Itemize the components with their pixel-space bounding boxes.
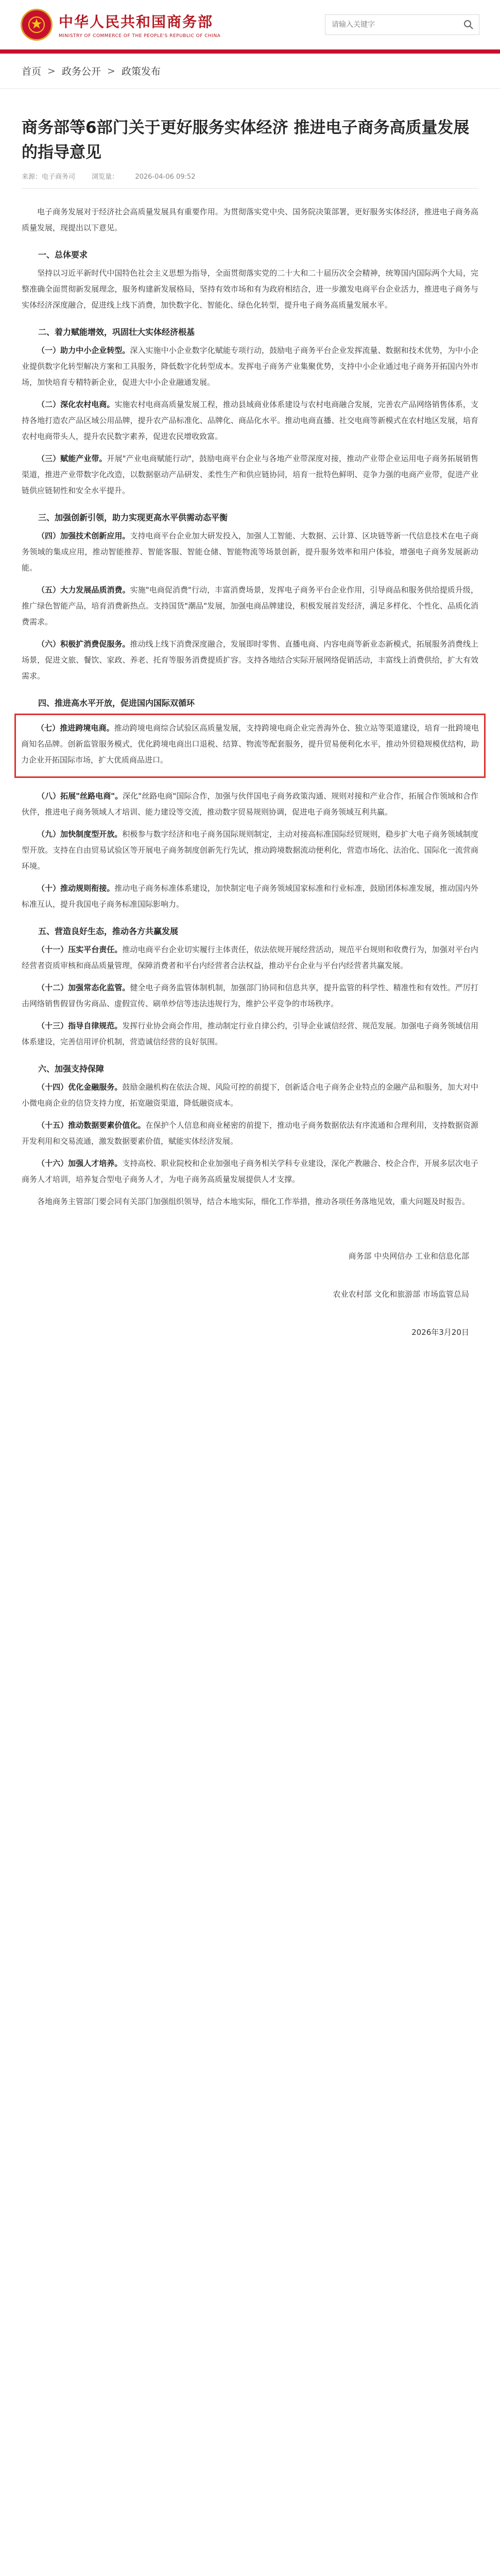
article-views: 浏览量： [92, 173, 119, 181]
item-text: 深化"丝路电商"国际合作，加强与伙伴国电子商务政策沟通、规则对接和产业合作，拓展合作领域和合作伙伴，推进电子商务领域人才培训、能力建设等交流，推动数字贸易规则协调，促进电子商务领域互利共赢。 [22, 791, 478, 817]
breadcrumb-subsection[interactable]: 政策发布 [121, 66, 161, 77]
article-meta [22, 171, 478, 189]
item-lead: （四）加强技术创新应用。 [37, 531, 130, 540]
item-lead: （十五）推动数据要素价值化。 [37, 1121, 146, 1130]
intro-paragraph: 电子商务发展对于经济社会高质量发展具有重要作用。为贯彻落实党中央、国务院决策部署，更好服务实体经济，推进电子商务高质量发展，现提出以下意见。 [22, 207, 478, 232]
signature-line: 商务部 中央网信办 工业和信息化部 [348, 1251, 469, 1261]
signature-block [22, 1246, 478, 1343]
article-source: 来源：电子商务司 [22, 173, 76, 181]
article-date: 2026-04-06 09:52 [135, 173, 196, 181]
paragraph [22, 343, 478, 391]
item-lead: （十）推动规则衔接。 [37, 884, 115, 893]
item-lead: （十四）优化金融服务。 [37, 1082, 123, 1092]
item-text: 支持电商平台企业加大研发投入，加强人工智能、大数据、云计算、区块链等新一代信息技术在电子商务领域的集成应用，推动智能推荐、智能客服、智能仓储、智能物流等场景创新，提升服务效率和用户体验，增强电子商务发展新动能。 [22, 531, 478, 572]
search-icon [463, 20, 474, 30]
item-text: 深入实施中小企业数字化赋能专项行动，鼓励电子商务平台企业发挥流量、数据和技术优势，为中小企业提供数字化转型解决方案和工具服务，降低数字化转型成本。发挥电子商务产业集聚优势，支持中小企业通过电子商务开拓国内外市场，加快培育专精特新企业，促进大中小企业融通发展。 [22, 346, 478, 387]
paragraph [22, 1156, 478, 1188]
item-lead: （十六）加强人才培养。 [37, 1159, 123, 1168]
paragraph [22, 880, 478, 912]
item-text: 推动电商平台企业切实履行主体责任，依法依规开展经营活动，规范平台规则和收费行为，加强对平台内经营者资质审核和商品质量管理，保障消费者和平台内经营者合法权益，推动平台企业与平台内经营者共赢发展。 [22, 945, 478, 970]
item-lead: （五）大力发展品质消费。 [37, 585, 130, 595]
item-lead: （十二）加强常态化监管。 [37, 983, 130, 992]
item-lead: （七）推进跨境电商。 [37, 723, 114, 733]
paragraph [22, 636, 478, 684]
site-header [0, 0, 500, 49]
item-text: 实施农村电商高质量发展工程，推动县域商业体系建设与农村电商融合发展，完善农产品网络销售体系，支持各地打造农产品区域公用品牌，提升农产品标准化、品牌化、商品化水平。推动电商直播、社交电商等新模式在农村地区发展，培育农村电商带头人，提升农民数字素养，促进农民增收致富。 [22, 400, 478, 441]
item-text: 支持高校、职业院校和企业加强电子商务相关学科专业建设，深化产教融合、校企合作，开展多层次电子商务人才培训，培养复合型电子商务人才，为电子商务高质量发展提供人才支撑。 [22, 1159, 478, 1184]
item-text: 在保护个人信息和商业秘密的前提下，推动电子商务数据依法有序流通和合理利用，支持数据资源开发利用和交易流通，激发数据要素价值，赋能实体经济发展。 [22, 1121, 478, 1146]
paragraph [22, 980, 478, 1012]
section-heading: 三、加强创新引领，助力实现更高水平供需动态平衡 [38, 513, 228, 522]
article [0, 115, 500, 1343]
item-lead: （十三）指导自律规范。 [37, 1021, 123, 1030]
item-text: 实施"电商促消费"行动，丰富消费场景，发挥电子商务平台企业作用，引导商品和服务供给提质升级，推广绿色智能产品，培育消费新热点。支持国货"潮品"发展，加强电商品牌建设，积极发展首发经济，满足多样化、个性化、品质化消费需求。 [22, 585, 478, 626]
breadcrumb-separator: > [107, 65, 115, 77]
paragraph [22, 1117, 478, 1149]
search-input[interactable] [325, 14, 458, 35]
signature-line: 农业农村部 文化和旅游部 市场监管总局 [333, 1290, 469, 1299]
site-name: 中华人民共和国商务部 [59, 13, 214, 30]
paragraph [22, 528, 478, 576]
item-lead: （二）深化农村电商。 [37, 400, 115, 409]
paragraph [22, 942, 478, 974]
national-emblem-icon [21, 9, 53, 41]
section-heading: 六、加强支持保障 [38, 1064, 105, 1074]
page-title: 商务部等6部门关于更好服务实体经济 推进电子商务高质量发展的指导意见 [22, 118, 470, 162]
item-text: 推动线上线下消费深度融合，发展即时零售、直播电商、内容电商等新业态新模式，拓展服务消费线上场景，促进文旅、餐饮、家政、养老、托育等服务消费提质扩容。支持各地结合实际开展网络促销活动，丰富线上消费供给，扩大有效需求。 [22, 639, 478, 681]
item-lead: （一）助力中小企业转型。 [37, 346, 130, 355]
section-heading: 一、总体要求 [38, 250, 88, 260]
search-button[interactable] [458, 15, 479, 35]
closing-paragraph: 各地商务主管部门要会同有关部门加强组织领导，结合本地实际，细化工作举措，推动各项任务落地见效，重大问题及时报告。 [37, 1197, 470, 1206]
breadcrumb-home[interactable]: 首页 [22, 66, 42, 77]
paragraph [22, 582, 478, 630]
breadcrumb-separator: > [47, 65, 56, 77]
paragraph [22, 1079, 478, 1111]
breadcrumb-section[interactable]: 政务公开 [61, 66, 101, 77]
item-text: 积极参与数字经济和电子商务国际规则制定，主动对接高标准国际经贸规则，稳步扩大电子商务领域制度型开放。支持在自由贸易试验区等开展电子商务制度创新先行先试，推动跨境数据流动便利化，营造市场化、法治化、国际化一流营商环境。 [22, 829, 478, 871]
search-box [325, 14, 479, 35]
item-text: 鼓励金融机构在依法合规、风险可控的前提下，创新适合电子商务企业特点的金融产品和服务，加大对中小微电商企业的信贷支持力度，拓宽融资渠道，降低融资成本。 [22, 1082, 478, 1108]
paragraph [22, 397, 478, 445]
item-lead: （八）拓展"丝路电商"。 [37, 791, 123, 801]
item-lead: （十一）压实平台责任。 [37, 945, 123, 954]
item-text: 健全电子商务监管体制机制，加强部门协同和信息共享，提升监管的科学性、精准性和有效性。严厉打击网络销售假冒伪劣商品、虚假宣传、刷单炒信等违法违规行为，维护公平竞争的市场秩序。 [22, 983, 478, 1008]
section-heading: 五、营造良好生态，推动各方共赢发展 [38, 926, 179, 936]
article-body [22, 189, 478, 1343]
paragraph [22, 826, 478, 874]
paragraph [21, 720, 479, 768]
item-text: 发挥行业协会商会作用，推动制定行业自律公约，引导企业诚信经营、规范发展。加强电子商务领域信用体系建设，完善信用评价机制，营造诚信经营的良好氛围。 [22, 1021, 478, 1046]
item-text: 推动电子商务标准体系建设，加快制定电子商务领域国家标准和行业标准，鼓励团体标准发展，推动国内外标准互认，提升我国电子商务标准国际影响力。 [22, 884, 478, 909]
item-lead: （六）积极扩消费促服务。 [37, 639, 130, 649]
section-heading: 四、推进高水平开放，促进国内国际双循环 [38, 698, 195, 708]
item-lead: （九）加快制度型开放。 [37, 829, 123, 839]
paragraph [22, 451, 478, 499]
highlight-box [14, 714, 486, 778]
item-lead: （三）赋能产业带。 [37, 454, 107, 463]
breadcrumb [0, 54, 500, 89]
paragraph [22, 788, 478, 820]
item-text: 推动跨境电商综合试验区高质量发展，支持跨境电商企业完善海外仓、独立站等渠道建设，培育一批跨境电商知名品牌。创新监管服务模式，优化跨境电商出口退税、结算、物流等配套服务，提升贸易便利化水平，推动外贸稳规模优结构，助力企业开拓国际市场，扩大优质商品进口。 [21, 723, 479, 765]
header-divider [0, 49, 500, 54]
signature-date: 2026年3月20日 [411, 1328, 469, 1337]
section-heading: 二、着力赋能增效，巩固壮大实体经济根基 [38, 327, 195, 337]
item-text: 开展"产业电商赋能行动"，鼓励电商平台企业与各地产业带深度对接，推动产业带企业运用电子商务拓展销售渠道，推进产业带数字化改造，以数据驱动产品研发、柔性生产和供应链协同，培育一批特色鲜明、竞争力强的电商产业带，促进产业链供应链韧性和安全水平提升。 [22, 454, 478, 495]
paragraph [22, 1018, 478, 1050]
paragraph: 坚持以习近平新时代中国特色社会主义思想为指导，全面贯彻落实党的二十大和二十届历次全会精神，统筹国内国际两个大局，完整准确全面贯彻新发展理念，服务构建新发展格局，坚持有效市场和有为政府相结合，进一步激发电商平台企业活力，推进电子商务与实体经济深度融合，促进线上线下消费，加快数字化、智能化、绿色化转型，提升电子商务高质量发展水平。 [22, 268, 478, 310]
site-logo[interactable] [21, 9, 220, 41]
site-name-en: MINISTRY OF COMMERCE OF THE PEOPLE'S REPUBLIC OF CHINA [59, 33, 221, 39]
